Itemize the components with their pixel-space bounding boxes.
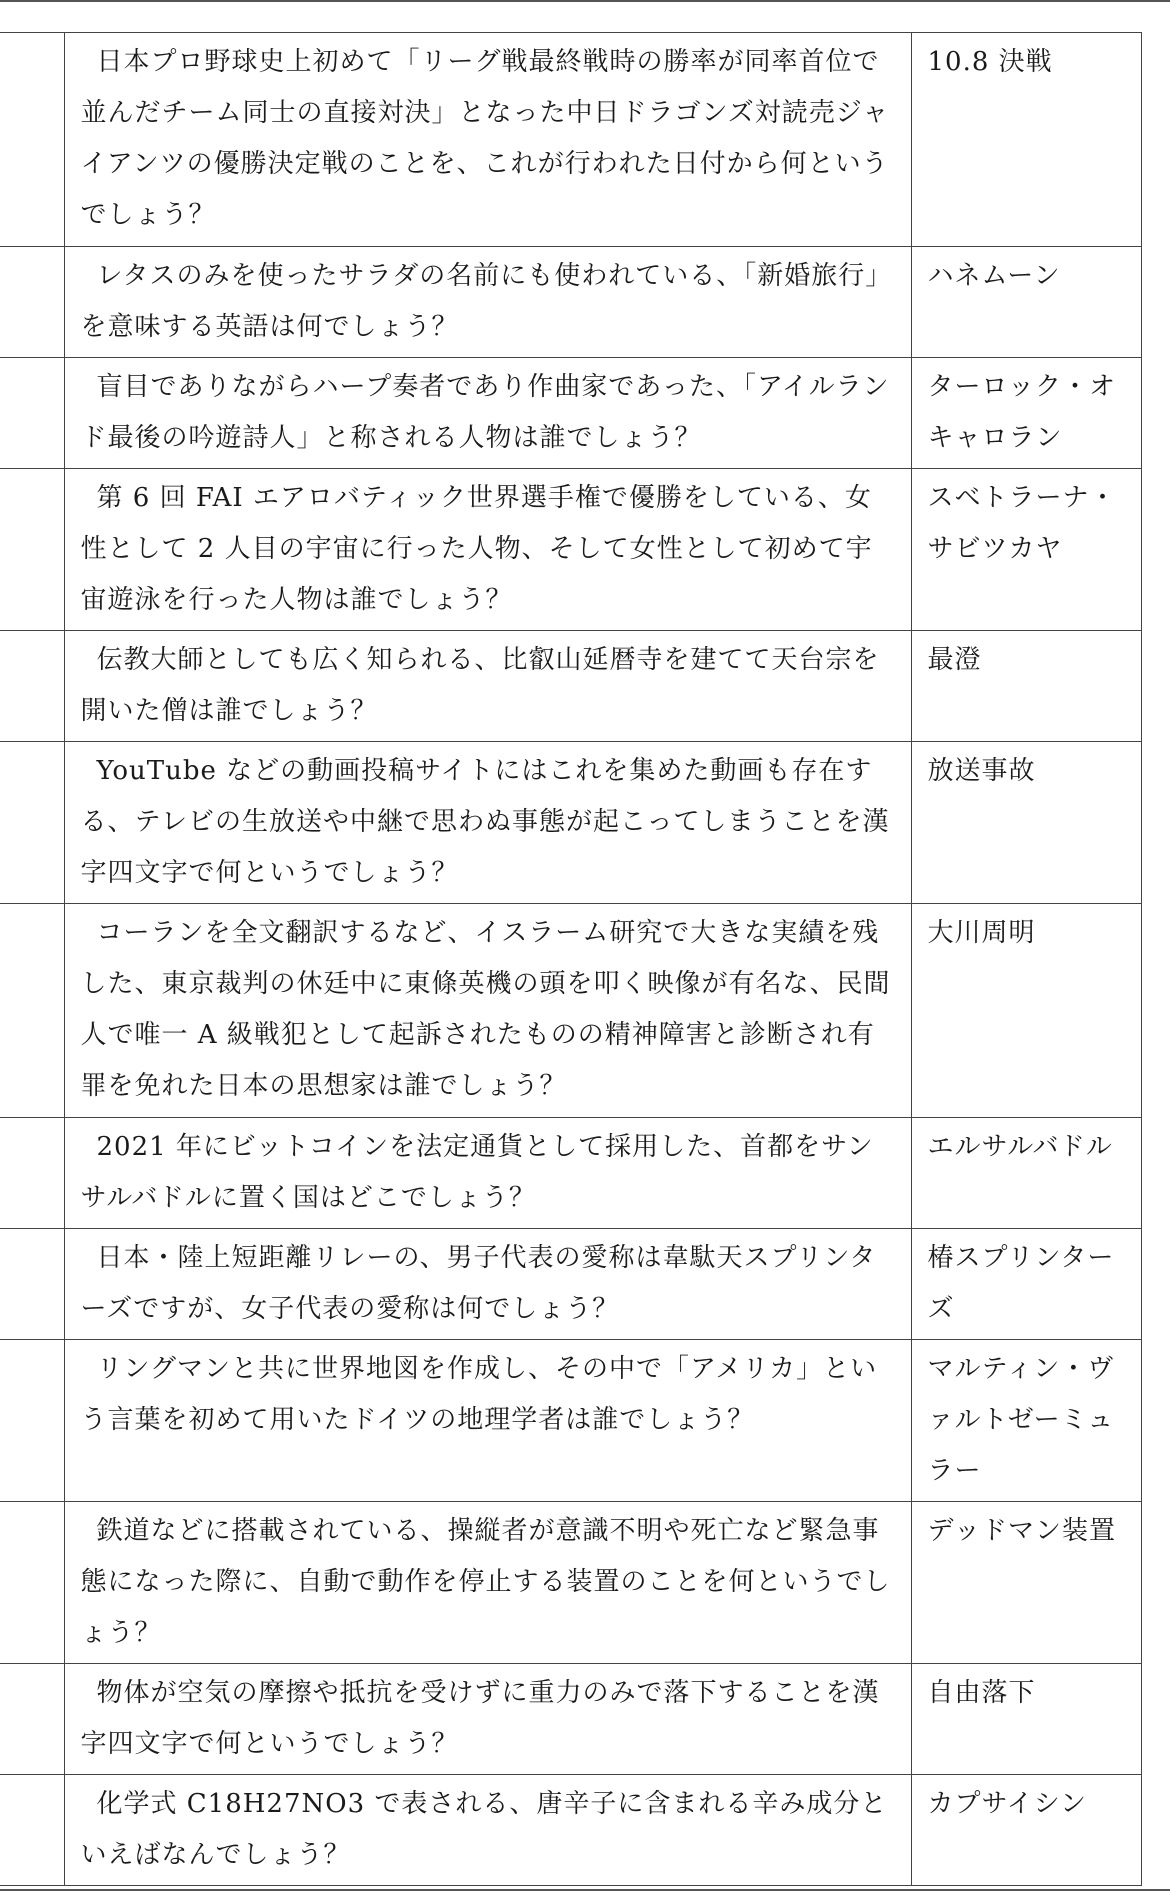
question-cell: 日本プロ野球史上初めて「リーグ戦最終戦時の勝率が同率首位で並んだチーム同士の直接対決」となった中日ドラゴンズ対読売ジャイアンツの優勝決定戦のことを、これが行われた日付から何というでしょう？	[64, 33, 911, 247]
table-row	[0, 631, 1141, 742]
number-cell	[0, 469, 64, 631]
question-cell: 日本・陸上短距離リレーの、男子代表の愛称は韋駄天スプリンターズですが、女子代表の愛称は何でしょう？	[64, 1229, 911, 1340]
question-cell: 物体が空気の摩擦や抵抗を受けずに重力のみで落下することを漢字四文字で何というでしょう？	[64, 1664, 911, 1775]
question-cell: YouTube などの動画投稿サイトにはこれを集めた動画も存在する、テレビの生放送や中継で思わぬ事態が起こってしまうことを漢字四文字で何というでしょう？	[64, 742, 911, 904]
table-row	[0, 1340, 1141, 1502]
top-rule	[0, 0, 1170, 2]
question-cell: 伝教大師としても広く知られる、比叡山延暦寺を建てて天台宗を開いた僧は誰でしょう？	[64, 631, 911, 742]
question-cell: 盲目でありながらハープ奏者であり作曲家であった、「アイルランド最後の吟遊詩人」と称される人物は誰でしょう？	[64, 358, 911, 469]
number-cell	[0, 358, 64, 469]
answer-cell: デッドマン装置	[911, 1502, 1141, 1664]
number-cell	[0, 631, 64, 742]
question-cell: コーランを全文翻訳するなど、イスラーム研究で大きな実績を残した、東京裁判の休廷中に東條英機の頭を叩く映像が有名な、民間人で唯一 A 級戦犯として起訴されたものの精神障害と診断され有罪を免れた日本の思想家は誰でしょう？	[64, 904, 911, 1118]
answer-cell: 放送事故	[911, 742, 1141, 904]
answer-cell: カプサイシン	[911, 1775, 1141, 1886]
table-row	[0, 1775, 1141, 1886]
number-cell	[0, 1118, 64, 1229]
answer-cell: 大川周明	[911, 904, 1141, 1118]
number-cell	[0, 247, 64, 358]
answer-cell: ターロック・オキャロラン	[911, 358, 1141, 469]
number-cell	[0, 1502, 64, 1664]
question-cell: 第 6 回 FAI エアロバティック世界選手権で優勝をしている、女性として 2 人目の宇宙に行った人物、そして女性として初めて宇宙遊泳を行った人物は誰でしょう？	[64, 469, 911, 631]
table-row	[0, 1664, 1141, 1775]
table-row	[0, 358, 1141, 469]
number-cell	[0, 33, 64, 247]
number-cell	[0, 1775, 64, 1886]
answer-cell: ハネムーン	[911, 247, 1141, 358]
question-cell: 2021 年にビットコインを法定通貨として採用した、首都をサンサルバドルに置く国はどこでしょう？	[64, 1118, 911, 1229]
number-cell	[0, 1340, 64, 1502]
answer-cell: 最澄	[911, 631, 1141, 742]
answer-cell: 自由落下	[911, 1664, 1141, 1775]
table-row	[0, 1118, 1141, 1229]
answer-cell: 10.8 決戦	[911, 33, 1141, 247]
answer-cell: エルサルバドル	[911, 1118, 1141, 1229]
number-cell	[0, 904, 64, 1118]
table-row	[0, 33, 1141, 247]
question-cell: リングマンと共に世界地図を作成し、その中で「アメリカ」という言葉を初めて用いたドイツの地理学者は誰でしょう？	[64, 1340, 911, 1502]
table-row	[0, 904, 1141, 1118]
number-cell	[0, 742, 64, 904]
table-row	[0, 247, 1141, 358]
question-cell: 鉄道などに搭載されている、操縦者が意識不明や死亡など緊急事態になった際に、自動で動作を停止する装置のことを何というでしょう？	[64, 1502, 911, 1664]
question-cell: レタスのみを使ったサラダの名前にも使われている、「新婚旅行」を意味する英語は何でしょう？	[64, 247, 911, 358]
number-cell	[0, 1664, 64, 1775]
answer-cell: マルティン・ヴァルトゼーミュラー	[911, 1340, 1141, 1502]
answer-cell: 椿スプリンターズ	[911, 1229, 1141, 1340]
question-cell: 化学式 C18H27NO3 で表される、唐辛子に含まれる辛み成分といえばなんでしょう？	[64, 1775, 911, 1886]
answer-cell: スベトラーナ・サビツカヤ	[911, 469, 1141, 631]
number-cell	[0, 1229, 64, 1340]
quiz-table	[0, 32, 1142, 1886]
table-row	[0, 1502, 1141, 1664]
table-row	[0, 469, 1141, 631]
table-row	[0, 1229, 1141, 1340]
table-row	[0, 742, 1141, 904]
